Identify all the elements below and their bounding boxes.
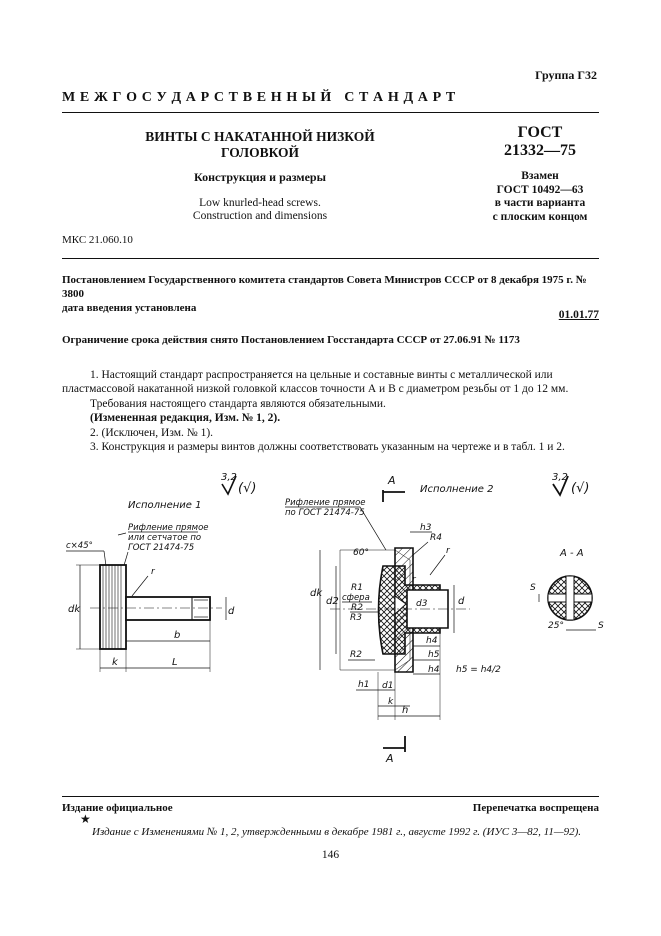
dim-h4: h4 (426, 636, 438, 646)
dim-h5: h5 (428, 650, 440, 660)
radius-r1: R1 (351, 583, 363, 593)
dim-d-1: d (228, 606, 235, 617)
dim-h1-right: h4 (428, 665, 440, 675)
mks-code: МКС 21.060.10 (62, 234, 133, 246)
screw-variant-1 (90, 565, 222, 649)
dim-l: L (172, 657, 178, 668)
knurl-1-line-1: Рифление прямое (128, 523, 209, 533)
roughness-symbol-left (221, 472, 256, 496)
roughness-right-value: 3,2 (552, 472, 568, 483)
section-mark-top: A (388, 474, 396, 487)
radius-r4: R4 (430, 533, 442, 543)
gost-number: 21332—75 (504, 142, 576, 159)
clause-2: 2. (Исключен, Изм. № 1). (90, 426, 214, 439)
clause-1-line-3: Требования настоящего стандарта являются обязательными. (90, 397, 386, 410)
official-edition: Издание официальное (62, 802, 173, 814)
footer-rule (62, 796, 599, 797)
knurl-1-line-2: или сетчатое по (128, 533, 202, 543)
dim-h1: h1 (358, 680, 370, 690)
section-aa-view (548, 576, 592, 620)
dim-d-2: d (458, 596, 465, 607)
roughness-right-check: (√) (571, 481, 590, 496)
chamfer-label: c×45° (66, 541, 93, 551)
roughness-left-check: (√) (238, 481, 257, 496)
radius-r3: R3 (350, 613, 362, 623)
dim-d2: d2 (326, 596, 339, 607)
decree-line-1: Постановлением Государственного комитета стандартов Совета Министров СССР от 8 декабря 1975 г. № 3800 (62, 274, 587, 300)
dim-k: k (112, 657, 118, 668)
sphere-label: сфера (342, 593, 370, 603)
clause-1-line-1: 1. Настоящий стандарт распространяется на цельные и составные винты с металлической или (90, 369, 553, 381)
page-number: 146 (321, 849, 340, 861)
replaces-line-2: ГОСТ 10492—63 (496, 183, 584, 196)
dim-k-2: k (388, 697, 394, 707)
decree-line-2: дата введения установлена (62, 302, 197, 314)
edition-note: Издание с Изменениями № 1, 2, утвержденными в декабре 1981 г., августе 1992 г. (ИУС 3—82, 11—92). (92, 826, 582, 838)
reprint-prohibited: Перепечатка воспрещена (472, 802, 599, 814)
group-code: Группа Г32 (535, 68, 597, 82)
radius-r-3: r (446, 546, 450, 556)
dim-dk-1: dk (68, 604, 81, 615)
effective-date: 01.01.77 (558, 309, 599, 321)
knurl-1-line-3: ГОСТ 21474-75 (128, 543, 195, 553)
clause-1-line-2: пластмассовой накатанной низкой головкой классов точности А и В с диаметром резьбы от 1 до 12 мм. (62, 383, 569, 396)
standard-type-text: М Е Ж Г О С У Д А Р С Т В Е Н Н Ы Й С Т А Н Д А Р Т (62, 90, 456, 105)
dim-dk-2: dk (310, 588, 323, 599)
dim-h: h (402, 705, 409, 716)
radius-r2: R2 (351, 603, 363, 613)
section-aa-label: А - А (560, 548, 584, 559)
title-line-2: ГОЛОВКОЙ (220, 145, 300, 160)
roughness-symbol-right (552, 472, 589, 496)
clause-1-edit-note: (Измененная редакция, Изм. № 1, 2). (90, 412, 281, 425)
dim-d1: d1 (382, 681, 394, 691)
angle-25: 25° (548, 621, 564, 631)
dim-h3: h3 (420, 523, 432, 533)
dim-s-bottom: S (598, 621, 604, 631)
dim-b: b (174, 630, 181, 641)
variant-2-label: Исполнение 2 (420, 484, 494, 495)
title-line-1: ВИНТЫ С НАКАТАННОЙ НИЗКОЙ (145, 129, 375, 144)
clause-3: 3. Конструкция и размеры винтов должны соответствовать указанным на чертеже и в табл. 1 и 2. (90, 441, 565, 454)
radius-r-1: r (151, 567, 155, 577)
formula: h5 = h4/2 (456, 665, 501, 675)
replaces-line-3: в части варианта (494, 197, 586, 209)
roughness-left-value: 3,2 (221, 472, 237, 483)
knurl-2-line-1: Рифление прямое (285, 498, 366, 508)
knurl-2-line-2: по ГОСТ 21474-75 (285, 508, 365, 518)
radius-r-2: r (412, 575, 416, 585)
dim-d3: d3 (416, 599, 428, 609)
radius-r2-lower: R2 (350, 650, 362, 660)
document-subtitle: Конструкция и размеры (194, 170, 326, 184)
gost-label: ГОСТ (517, 124, 563, 141)
limit-removed-text: Ограничение срока действия снято Постановлением Госстандарта СССР от 27.06.91 № 1173 (62, 334, 520, 346)
replaces-line-4: с плоским концом (492, 210, 588, 223)
star-mark: ★ (80, 812, 91, 826)
replaces-line-1: Взамен (521, 170, 559, 182)
english-title-line-1: Low knurled-head screws. (199, 197, 321, 209)
section-mark-bottom: A (386, 752, 394, 765)
english-title-line-2: Construction and dimensions (192, 210, 328, 222)
angle-60: 60° (353, 548, 369, 558)
dim-s-left: S (530, 583, 536, 593)
variant-1-label: Исполнение 1 (128, 500, 202, 511)
